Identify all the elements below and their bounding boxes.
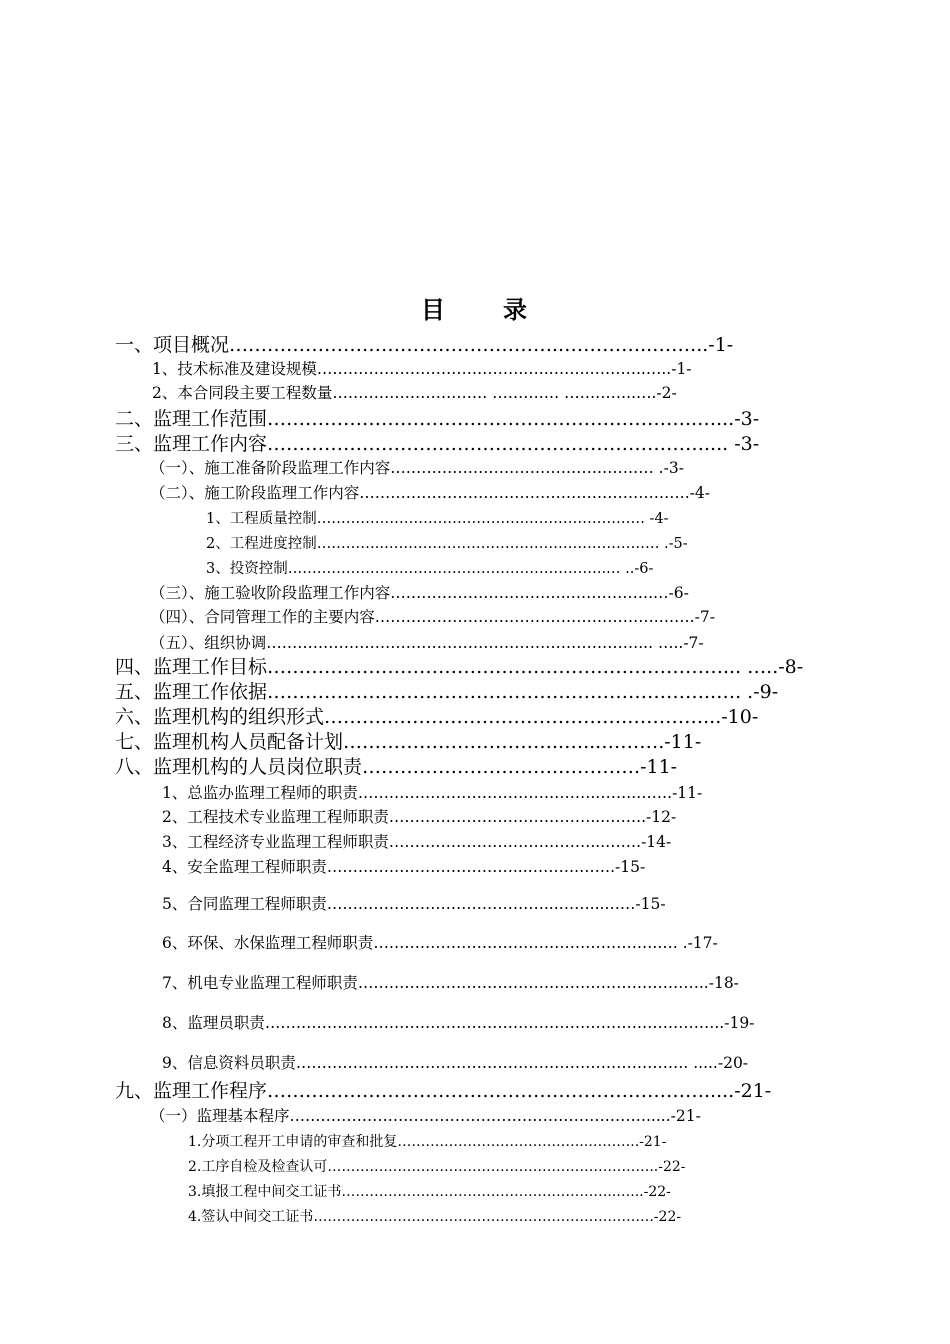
toc-entry[interactable]: 六、监理机构的组织形式………..……………………………….…………...-10- xyxy=(115,706,759,728)
toc-entry[interactable]: （一）、施工准备阶段监理工作内容…………………………………………… .-3- xyxy=(150,459,684,477)
toc-entry[interactable]: 八、监理机构的人员岗位职责………………………….………….-11- xyxy=(115,756,678,778)
toc-entry[interactable]: 七、监理机构人员配备计划……………………………..…...……….-11- xyxy=(115,731,702,753)
toc-entry[interactable]: （四）、合同管理工作的主要内容……………………………………………….…….-7- xyxy=(150,608,715,626)
toc-entry[interactable]: 1、工程质量控制……………………………………..…………………… -4- xyxy=(206,511,669,527)
toc-entry[interactable]: 3、工程经济专业监理工程师职责…………………………………...…….-14- xyxy=(162,833,672,851)
toc-entry[interactable]: 3.填报工程中间交工证书…………………………………………………..…...-22- xyxy=(188,1184,671,1200)
toc-entry[interactable]: 4.签认中间交工证书……………………………………………………………….-22- xyxy=(188,1209,682,1225)
toc-entry[interactable]: 三、监理工作内容…………………………………………………………….... -3- xyxy=(115,433,760,455)
toc-entry[interactable]: 二、监理工作范围…………………………………………………………..…...-3- xyxy=(115,408,760,430)
toc-entry[interactable]: 8、监理员职责……………………………………………………………………………..-19- xyxy=(162,1014,755,1032)
toc-title-char-1: 目 xyxy=(421,295,447,324)
toc-entry[interactable]: 6、环保、水保监理工程师职责……………………………………………….…. .-17- xyxy=(162,934,718,952)
toc-entry[interactable]: （五）、组织协调………………………………………………………………... …..-7- xyxy=(150,634,704,652)
toc-title xyxy=(0,290,950,325)
toc-entry[interactable]: 9、信息资料员职责…………………………………………………………………. .....-20- xyxy=(162,1054,749,1072)
toc-entry[interactable]: 2.工序自检及检查认可……………………………………………………………..-22- xyxy=(188,1159,686,1175)
toc-entry[interactable]: 一、项目概况……………………………………………..…………..……...-1- xyxy=(115,334,734,356)
toc-entry[interactable]: 2、工程进度控制…………..………………………………………………… .-5- xyxy=(206,536,688,552)
toc-entry[interactable]: （二）、施工阶段监理工作内容……………………………………………………….-4- xyxy=(150,484,711,502)
toc-entry[interactable]: （三）、施工验收阶段监理工作内容……………………………..…………….…-6- xyxy=(150,584,689,602)
toc-entry[interactable]: 2、工程技术专业监理工程师职责…………………………………...……..-12- xyxy=(162,808,677,826)
toc-entry[interactable]: 1、总监办监理工程师的职责……………………………………….……..…….-11- xyxy=(162,784,703,802)
toc-entry[interactable]: 4、安全监理工程师职责………………………………...……….…….-15- xyxy=(162,858,646,876)
toc-entry[interactable]: 2、本合同段主要工程数量………………………… ……….… …………..….-2- xyxy=(152,384,677,402)
toc-entry[interactable]: （一）监理基本程序…………………………………………………………….....-21- xyxy=(150,1107,701,1125)
toc-entry[interactable]: 5、合同监理工程师职责……………………………………...……...……-15- xyxy=(162,895,666,913)
toc-entry[interactable]: 1、技术标准及建设规模………………………………….…..……..………..…..-1- xyxy=(152,360,692,378)
toc-entry[interactable]: 7、机电专业监理工程师职责…………………………………………………………..-18- xyxy=(162,974,739,992)
toc-entry[interactable]: 3、投资控制…………………….…………………………………..… ..-6- xyxy=(206,561,654,577)
toc-entry[interactable]: 1.分项工程开工申请的审查和批复…………………………………..………..-21- xyxy=(188,1134,667,1150)
toc-title-char-2: 录 xyxy=(503,295,529,324)
toc-entry[interactable]: 四、监理工作目标………………………………………………………………... …..-8- xyxy=(115,656,804,678)
toc-entry[interactable]: 九、监理工作程序…………………………………………………………….....-21- xyxy=(115,1080,772,1102)
toc-entry[interactable]: 五、监理工作依据……………………………………………………………..…. .-9- xyxy=(115,681,779,703)
